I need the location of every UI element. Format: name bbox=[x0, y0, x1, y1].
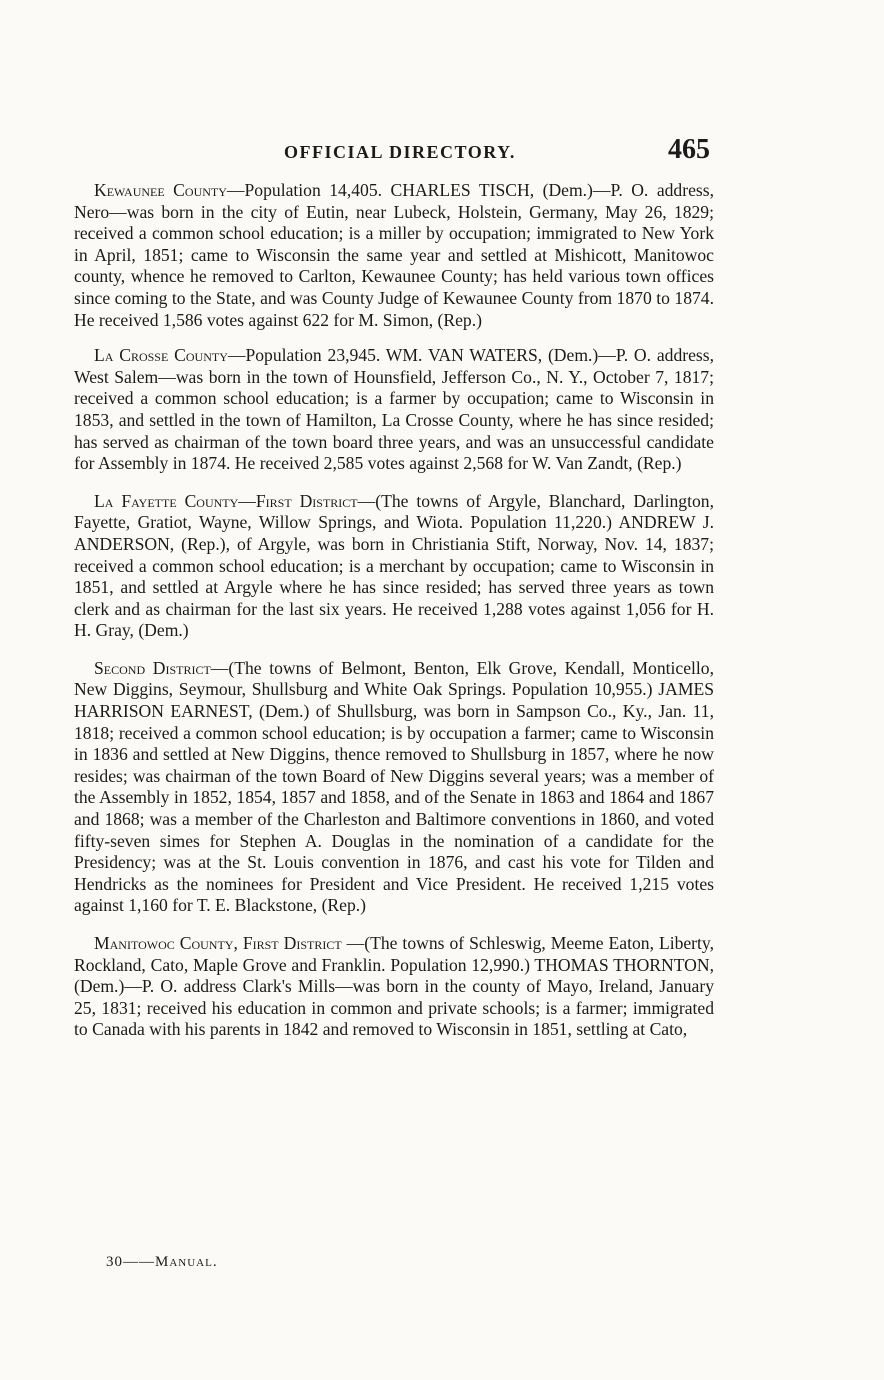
entry-la-fayette-second-district bbox=[74, 658, 714, 917]
page-body bbox=[74, 180, 714, 1057]
entry-text: —Population 14,405. CHARLES TISCH, (Dem.)—P. O. address, Nero—was born in the city of Eutin, near Lubeck, Holstein, Germany, May 26, 1829; received a common school education; is a miller by occupation; immigrated to New York in April, 1851; came to Wisconsin the same year and settled at Mishicott, Manitowoc county, whence he removed to Carlton, Kewaunee County; has held various town offices since coming to the State, and was County Judge of Kewaunee County from 1870 to 1874. He received 1,586 votes against 622 for M. Simon, (Rep.) bbox=[74, 180, 714, 330]
entry-heading: Kewaunee County bbox=[94, 180, 227, 200]
page-number: 465 bbox=[668, 134, 710, 165]
signature-mark bbox=[106, 1254, 218, 1271]
entry-heading: Manitowoc County, First District bbox=[94, 933, 342, 953]
entry-la-fayette-first-district bbox=[74, 491, 714, 642]
entry-text: —Population 23,945. WM. VAN WATERS, (Dem.)—P. O. address, West Salem—was born in the town of Hounsfield, Jefferson Co., N. Y., October 7, 1817; received a common school education; is a farmer by occupation; came to Wisconsin in 1853, and settled in the town of Hamilton, La Crosse County, where he has since resided; has served as chairman of the town board three years, and was an unsuccessful candidate for Assembly in 1874. He received 2,585 votes against 2,568 for W. Van Zandt, (Rep.) bbox=[74, 345, 714, 474]
entry-heading: Second District bbox=[94, 657, 211, 678]
page-header bbox=[70, 134, 730, 178]
signature-text: 30——Manual. bbox=[106, 1254, 218, 1270]
entry-text: —(The towns of Argyle, Blanchard, Darlington, Fayette, Gratiot, Wayne, Willow Springs, and Wiota. Population 11,220.) ANDREW J. ANDERSON, (Rep.), of Argyle, was born in Christiania Stift, Norway, Nov. 14, 1837; received a common school education; is a merchant by occupation; came to Wisconsin in 1851, and settled at Argyle where he has since resided; has served three years as town clerk and as chairman for the last six years. He received 1,288 votes against 1,056 for H. H. Gray, (Dem.) bbox=[74, 490, 714, 641]
entry-text: —(The towns of Belmont, Benton, Elk Grove, Kendall, Monticello, New Diggins, Seymour, Shullsburg and White Oak Springs. Population 10,955.) JAMES HARRISON EARNEST, (Dem.) of Shullsburg, was born in Sampson Co., Ky., Jan. 11, 1818; received a common school education; is by occupation a farmer; came to Wisconsin in 1836 and settled at New Diggins, thence removed to Shullsburg in 1857, where he now resides; was chairman of the town Board of New Diggins several years; was a member of the Assembly in 1852, 1854, 1857 and 1858, and of the Senate in 1863 and 1864 and 1867 and 1868; was a member of the Charleston and Baltimore conventions in 1860, and voted fifty-seven simes for Stephen A. Douglas in the nomination of a candidate for the Presidency; was at the St. Louis convention in 1876, and cast his vote for Tilden and Hendricks as the nominees for President and Vice President. He received 1,215 votes against 1,160 for T. E. Blackstone, (Rep.) bbox=[74, 657, 714, 916]
entry-la-crosse-county bbox=[74, 345, 714, 475]
entry-manitowoc-first-district bbox=[74, 933, 714, 1041]
entry-heading: La Fayette County—First District bbox=[94, 490, 358, 511]
entry-kewaunee-county bbox=[74, 180, 714, 331]
running-title: OFFICIAL DIRECTORY. bbox=[284, 142, 516, 162]
entry-text: —(The towns of Schleswig, Meeme Eaton, Liberty, Rockland, Cato, Maple Grove and Franklin. Population 12,990.) THOMAS THORNTON, (Dem.)—P. O. address Clark's Mills—was born in the county of Mayo, Ireland, January 25, 1831; received his education in common and private schools; is a farmer; immigrated to Canada with his parents in 1842 and removed to Wisconsin in 1851, settling at Cato, bbox=[74, 933, 714, 1040]
entry-heading: La Crosse County bbox=[94, 345, 228, 366]
